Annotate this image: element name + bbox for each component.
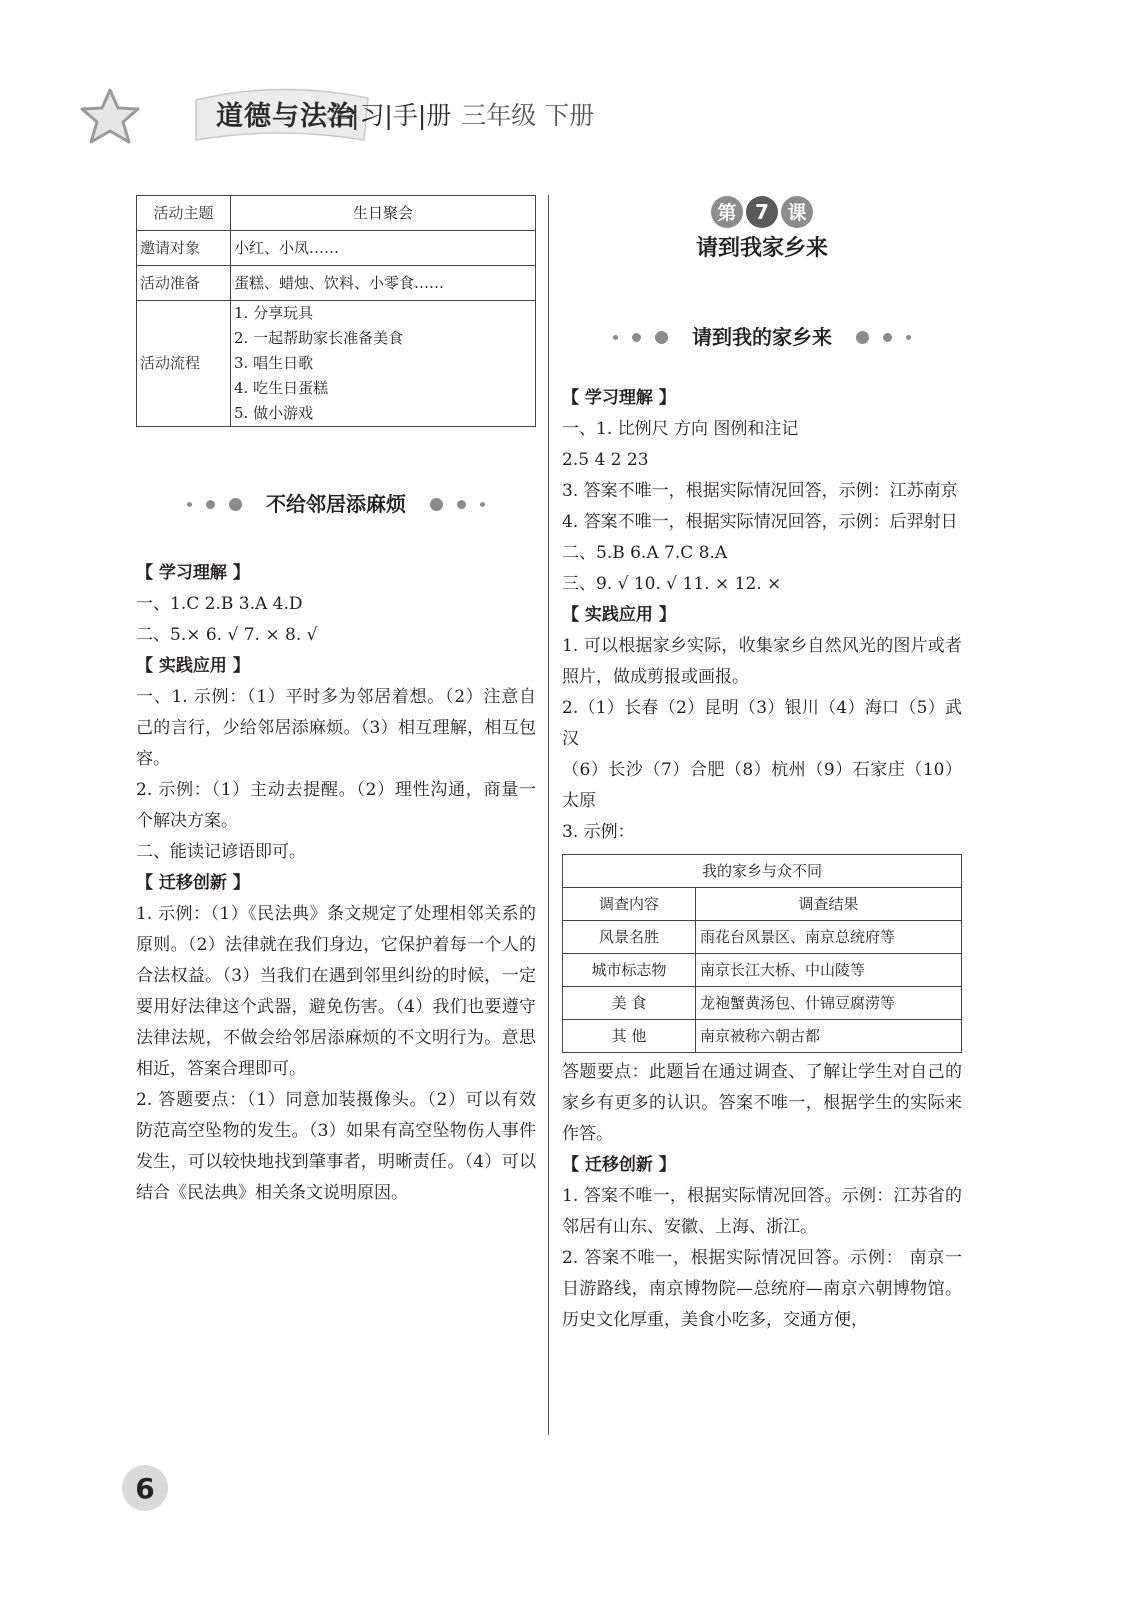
table-row: [137, 231, 536, 266]
plan-key: 邀请对象: [137, 231, 231, 266]
section-title-text: 不给邻居添麻烦: [266, 492, 406, 516]
table-row: [563, 888, 962, 921]
answer-paragraph: 一、1. 示例：（1）平时多为邻居着想。（2）注意自己的言行，少给邻居添麻烦。（3）相互理解，相互包容。: [136, 687, 536, 769]
book-title: [326, 96, 594, 132]
left-column: [136, 195, 536, 1209]
table-row: [563, 1020, 962, 1053]
answer-paragraph: 3. 答案不唯一，根据实际情况回答，示例：江苏南京: [562, 481, 958, 501]
right-dots-decoration: [856, 331, 911, 344]
table-row: [563, 855, 962, 888]
activity-plan-table: [136, 195, 536, 427]
table-row: [563, 921, 962, 954]
lesson-title: 请到我家乡来: [695, 236, 828, 261]
plan-flow: [231, 301, 536, 427]
survey-caption: 我的家乡与众不同: [563, 855, 962, 888]
answer-line: 2.5 4 2 23: [562, 450, 649, 470]
answer-paragraph: 2. 答题要点：（1）同意加装摄像头。（2）可以有效防范高空坠物的发生。（3）如果有高空坠物伤人事件发生，可以较快地找到肇事者，明晰责任。（4）可以结合《民法典》相关条文说明原因。: [136, 1090, 536, 1203]
column-divider: [548, 195, 549, 1435]
plan-key: 活动准备: [137, 266, 231, 301]
survey-value: 雨花台风景区、南京总统府等: [696, 921, 962, 954]
answer-paragraph: 2. 答案不唯一，根据实际情况回答。示例： 南京一日游路线，南京博物院—总统府—南京六朝博物馆。历史文化厚重，美食小吃多，交通方便，: [562, 1248, 962, 1330]
page-number: 6: [122, 1465, 168, 1511]
survey-key: 美 食: [563, 987, 696, 1020]
table-row: [137, 266, 536, 301]
subject-title: 道德与法治: [216, 101, 356, 132]
plan-key: 活动主题: [137, 196, 231, 231]
table-row: [137, 301, 536, 427]
answer-paragraph: 2. 示例：（1）主动去提醒。（2）理性沟通，商量一个解决方案。: [136, 780, 536, 831]
answer-paragraph: 二、能读记谚语即可。: [136, 842, 306, 862]
answer-line: 二、5.B 6.A 7.C 8.A: [562, 543, 728, 563]
survey-value: 南京被称六朝古都: [696, 1020, 962, 1053]
page-header: [78, 78, 778, 158]
flow-item: 1. 分享玩具: [234, 304, 314, 322]
answer-line: 一、1.C 2.B 3.A 4.D: [136, 594, 303, 614]
tag-study: 【 学习理解 】: [562, 388, 676, 408]
lesson-suffix: 课: [787, 202, 807, 224]
answer-line: 一、1. 比例尺 方向 图例和注记: [562, 419, 799, 439]
tag-practice: 【 实践应用 】: [136, 656, 250, 676]
tag-innovation: 【 迁移创新 】: [562, 1155, 676, 1175]
flow-item: 3. 唱生日歌: [234, 354, 314, 372]
answer-line: 二、5.× 6. √ 7. × 8. √: [136, 625, 318, 645]
survey-col-header: 调查结果: [696, 888, 962, 921]
answer-paragraph: 1. 可以根据家乡实际，收集家乡自然风光的图片或者照片，做成剪报或画报。: [562, 636, 962, 687]
answer-paragraph: （6）长沙（7）合肥（8）杭州（9）石家庄（10）太原: [562, 760, 962, 811]
lesson-badge: [562, 195, 962, 229]
tag-study: 【 学习理解 】: [136, 563, 250, 583]
table-row: [563, 987, 962, 1020]
answer-line: 3. 示例：: [562, 822, 635, 842]
section-title-left: [136, 489, 536, 520]
lesson-number: 7: [755, 200, 769, 224]
right-dots-decoration: [430, 498, 485, 511]
flow-item: 4. 吃生日蛋糕: [234, 379, 329, 397]
tag-innovation: 【 迁移创新 】: [136, 873, 250, 893]
answer-paragraph: 2.（1）长春（2）昆明（3）银川（4）海口（5）武汉: [562, 698, 962, 749]
plan-value: 蛋糕、蜡烛、饮料、小零食……: [231, 266, 536, 301]
book-name: 学|习|手|册: [326, 101, 452, 130]
section-title-right: [562, 322, 962, 353]
answer-paragraph: 1. 示例：（1）《民法典》条文规定了处理相邻关系的原则。（2）法律就在我们身边，它保护着每一个人的合法权益。（3）当我们在遇到邻里纠纷的时候，一定要用好法律这个武器，避免伤害。（4）我们也要遵守法律法规，不做会给邻居添麻烦的不文明行为。意思相近，答案合理即可。: [136, 904, 536, 1079]
survey-key: 其 他: [563, 1020, 696, 1053]
plan-value: 小红、小凤……: [231, 231, 536, 266]
section-title-text: 请到我的家乡来: [692, 325, 832, 349]
survey-col-header: 调查内容: [563, 888, 696, 921]
plan-key: 活动流程: [137, 301, 231, 427]
answer-paragraph: 1. 答案不唯一，根据实际情况回答。示例：江苏省的邻居有山东、安徽、上海、浙江。: [562, 1186, 962, 1237]
table-row: [563, 954, 962, 987]
flow-item: 2. 一起帮助家长准备美食: [234, 329, 404, 347]
grade-label: 三年级 下册: [461, 101, 595, 130]
left-dots-decoration: [613, 331, 668, 344]
answer-line: 三、9. √ 10. √ 11. × 12. ×: [562, 574, 782, 594]
survey-table: [562, 854, 962, 1053]
survey-key: 风景名胜: [563, 921, 696, 954]
tag-practice: 【 实践应用 】: [562, 605, 676, 625]
right-column: [562, 195, 962, 1336]
left-dots-decoration: [187, 498, 242, 511]
table-row: [137, 196, 536, 231]
answer-paragraph: 答题要点：此题旨在通过调查、了解让学生对自己的家乡有更多的认识。答案不唯一，根据学生的实际来作答。: [562, 1062, 962, 1144]
plan-value: 生日聚会: [231, 196, 536, 231]
survey-value: 南京长江大桥、中山陵等: [696, 954, 962, 987]
lesson-prefix: 第: [717, 202, 737, 224]
answer-paragraph: 4. 答案不唯一，根据实际情况回答，示例：后羿射日: [562, 512, 958, 532]
survey-value: 龙袍蟹黄汤包、什锦豆腐涝等: [696, 987, 962, 1020]
flow-item: 5. 做小游戏: [234, 404, 314, 422]
lesson-badge-icon: [710, 195, 814, 229]
survey-key: 城市标志物: [563, 954, 696, 987]
